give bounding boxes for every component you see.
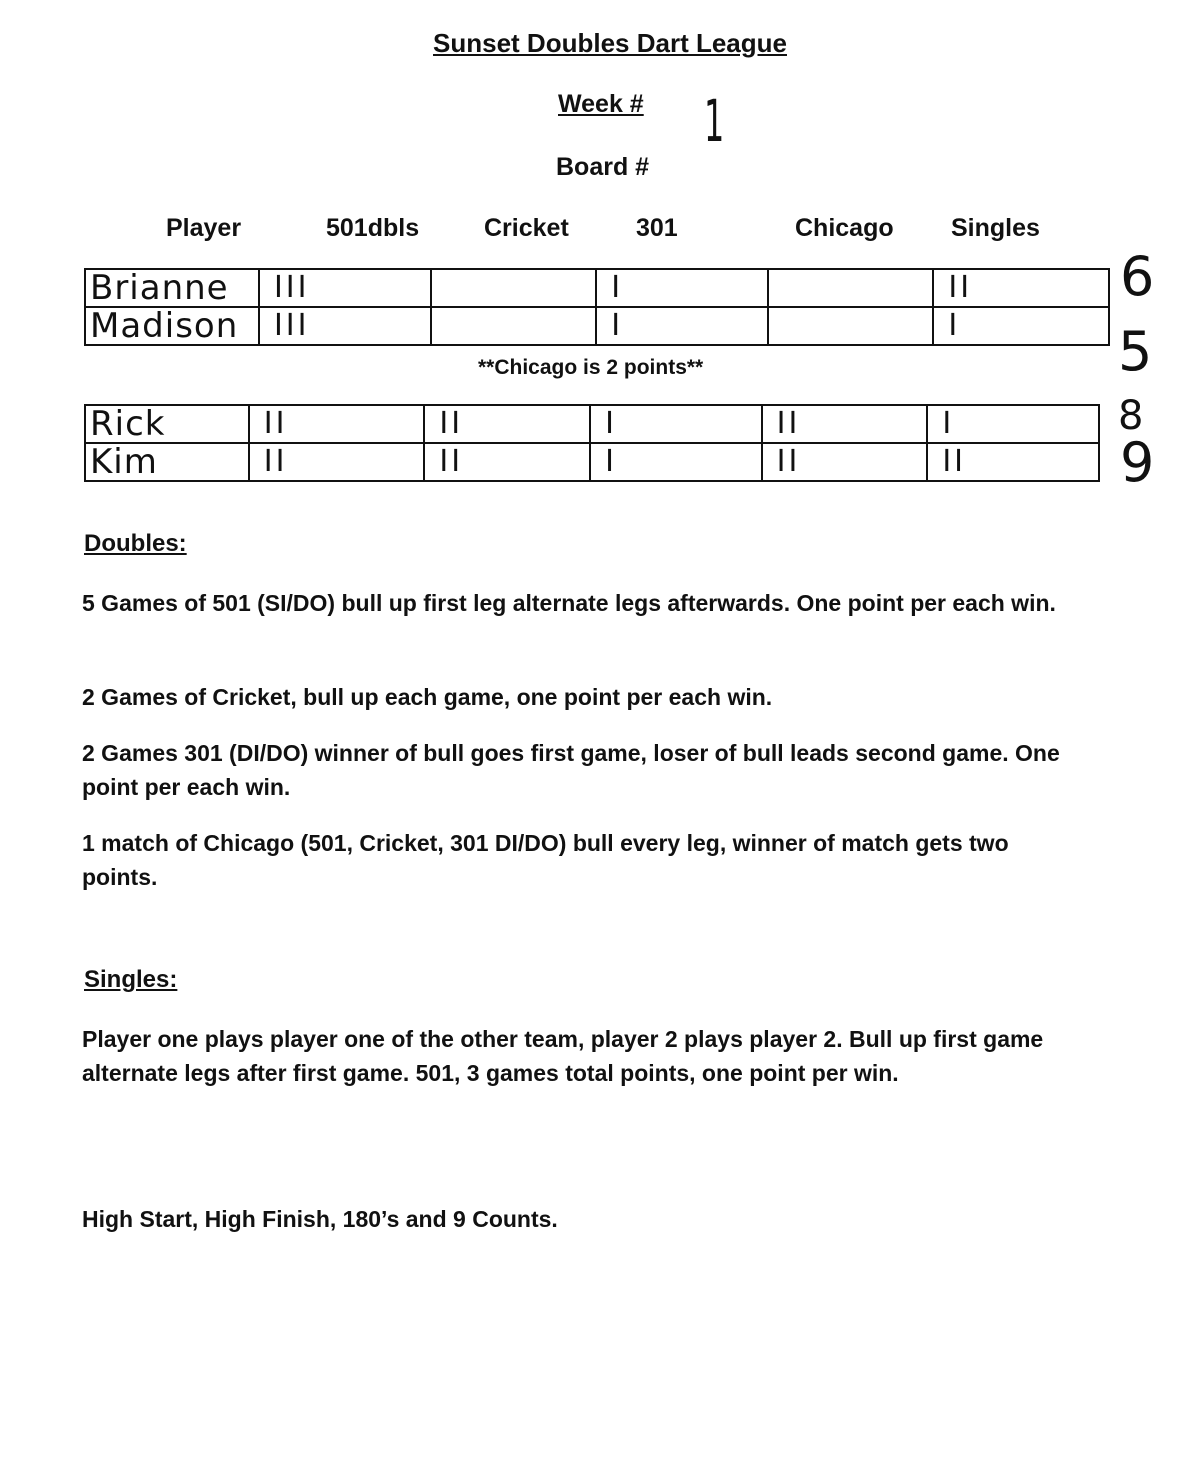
table-row [85,307,1109,345]
score-301: I [590,443,762,481]
score-singles: II [933,269,1109,307]
score-cricket [431,269,597,307]
team1-total-row1: 6 [1120,245,1155,308]
doubles-rule-501: 5 Games of 501 (SI/DO) bull up first leg alternate legs afterwards. One point per each win. [82,590,1056,616]
score-501dbls: II [249,405,425,443]
col-header-singles: Singles [951,214,1040,242]
score-301: I [596,269,768,307]
table-row [85,443,1099,481]
player-name: Madison [85,307,259,345]
team1-score-table [84,268,1110,346]
doubles-heading: Doubles: [84,530,187,557]
score-chicago: II [762,443,928,481]
team2-score-table [84,404,1100,482]
player-name: Brianne [85,269,259,307]
player-name: Rick [85,405,249,443]
score-singles: I [933,307,1109,345]
team1-total-row2: 5 [1118,320,1153,383]
score-chicago [768,307,934,345]
table-row [85,269,1109,307]
score-cricket: II [424,443,590,481]
col-header-501dbls: 501dbls [326,214,420,242]
score-chicago [768,269,934,307]
board-label: Board # [556,153,650,181]
score-cricket: II [424,405,590,443]
week-label: Week # [558,90,644,118]
score-chicago: II [762,405,928,443]
score-301: I [596,307,768,345]
team2-total-row2: 9 [1120,431,1155,494]
chicago-note: **Chicago is 2 points** [478,356,704,379]
doubles-rule-chicago: 1 match of Chicago (501, Cricket, 301 DI/DO) bull every leg, winner of match gets two points. [82,830,1009,890]
team2-total-row1: 8 [1118,393,1144,439]
score-cricket [431,307,597,345]
player-name: Kim [85,443,249,481]
high-scores-note: High Start, High Finish, 180’s and 9 Counts. [82,1206,558,1232]
col-header-player: Player [166,214,242,242]
score-singles: I [927,405,1099,443]
singles-heading: Singles: [84,966,178,993]
singles-rule: Player one plays player one of the other team, player 2 plays player 2. Bull up first game alternate legs after first game. 501, 3 games total points, one point per win. [82,1026,1044,1086]
col-header-301: 301 [636,214,678,242]
col-header-chicago: Chicago [795,214,894,242]
col-header-cricket: Cricket [484,214,569,242]
score-301: I [590,405,762,443]
doubles-rule-cricket: 2 Games of Cricket, bull up each game, one point per each win. [82,684,773,710]
table-row [85,405,1099,443]
doubles-rule-301: 2 Games 301 (DI/DO) winner of bull goes first game, loser of bull leads second game. One point per each win. [82,740,1060,800]
score-singles: II [927,443,1099,481]
score-501dbls: II [249,443,425,481]
league-title: Sunset Doubles Dart League [433,28,787,58]
score-501dbls: III [259,269,431,307]
score-501dbls: III [259,307,431,345]
week-value: 1 [704,87,725,155]
